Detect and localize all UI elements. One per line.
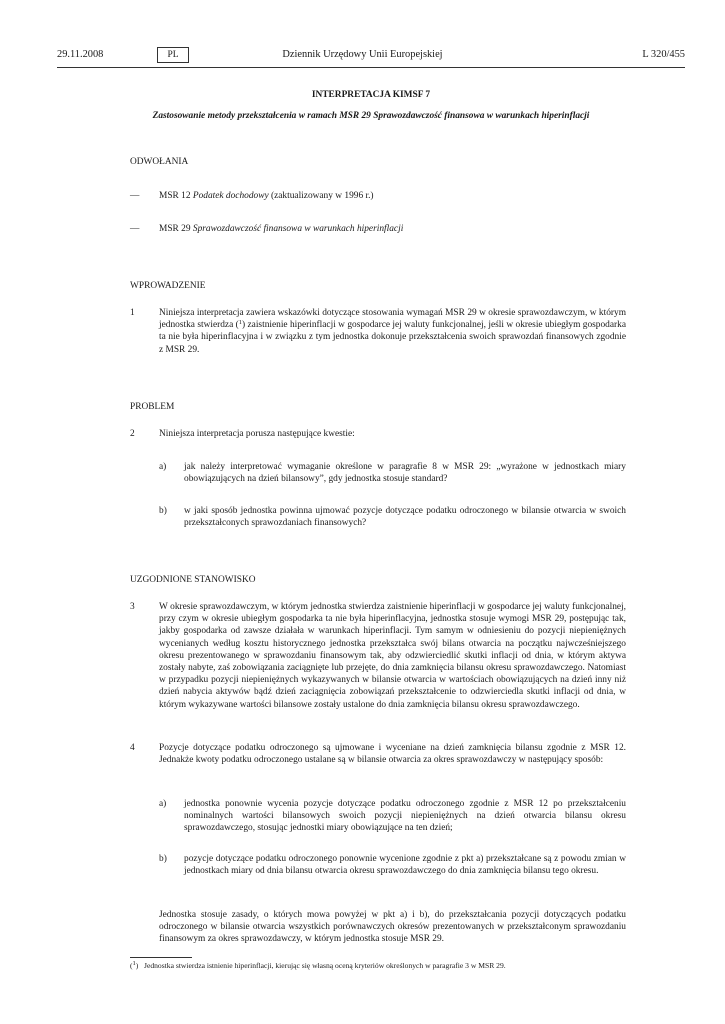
paragraph-number: 3 <box>130 602 135 612</box>
reference-dash: — <box>130 191 140 201</box>
list-item: w jaki sposób jednostka powinna ujmować pozycje dotyczące podatku odroczonego w bilansie otwarcia w swoich przekształconych sprawozdaniach finansowych? <box>184 506 626 529</box>
document-title: INTERPRETACJA KIMSF 7 <box>311 90 431 100</box>
footnote-mark: 1 <box>132 960 136 967</box>
page-reference: L 320/455 <box>642 49 685 60</box>
reference-dash: — <box>130 224 140 234</box>
list-label: a) <box>159 799 167 809</box>
section-heading-references: ODWOŁANIA <box>130 157 189 167</box>
footnote-reference: 1 <box>238 319 242 327</box>
paragraph-1: Niniejsza interpretacja zawiera wskazówki dotyczące stosowania wymagań MSR 29 w okresie sprawozdawczym, w którym jednostka stwierdza ($^1$) zaistnienie hiperinflacji w gospodarce jej waluty funkcjonalnej, jeśli w okresie ubiegłym gospodarka ta nie była hiperinflacyjna i w związku z tym jednostka dokonuje przekształcenia swoich sprawozdań finansowych zgodnie z MSR 29. <box>159 308 626 355</box>
footnote-rule <box>130 957 192 958</box>
language-code-box: PL <box>157 47 189 63</box>
section-heading-problem: PROBLEM <box>130 402 175 412</box>
list-label: b) <box>159 854 167 864</box>
paragraph-number: 1 <box>130 308 135 318</box>
footnote: (1) Jednostka stwierdza istnienie hiperinflacji, kierując się własną oceną kryteriów określonych w paragrafie 3 w MSR 29. <box>130 960 506 970</box>
paragraph-2: Niniejsza interpretacja porusza następujące kwestie: <box>159 429 355 439</box>
paragraph-3: W okresie sprawozdawczym, w którym jednostka stwierdza zaistnienie hiperinflacji w gospodarce jej waluty funkcjonalnej, przy czym w okresie ubiegłym gospodarka ta nie była hiperinflacyjna, jednostka stosuje wymogi MSR 29, postępując tak, jakby gospodarka od zawsze działała w warunkach hiperinflacji. Tym samym w odniesieniu do pozycji niepieniężnych wycenianych według kosztu historycznego jednostka przekształca swój bilans otwarcia na początku najwcześniejszego okresu prezentowanego w sprawozdaniu finansowym tak, aby odzwierciedlić skutki inflacji od dnia, w którym aktywa zostały nabyte, zaś zobowiązania zaciągnięte lub przejęte, do dnia zamknięcia bilansu okresu sprawozdawczego. Natomiast w przypadku pozycji niepieniężnych wykazywanych w bilansie otwarcia w wartościach obowiązujących na dzień inny niż dzień nabycia aktywów bądź dzień zaciągnięcia zobowiązań przekształcenie to odzwierciedla skutki inflacji od dnia, w którym wykazywane wartości bilansowe zostały ustalone do dnia zamknięcia bilansu okresu sprawozdawczego. <box>159 602 626 710</box>
list-item: pozycje dotyczące podatku odroczonego ponownie wycenione zgodnie z pkt a) przekształcane są z powodu zmian w jednostkach miary od dnia bilansu otwarcia okresu sprawozdawczego do dnia zamknięcia bilansu tego okresu. <box>184 854 626 877</box>
publication-date: 29.11.2008 <box>57 49 104 60</box>
list-item: jednostka ponownie wycenia pozycje dotyczące podatku odroczonego zgodnie z MSR 12 po przekształceniu nominalnych wartości bilansowych swoich pozycji niepieniężnych na dzień otwarcia bilansu okresu sprawozdawczego, stosując jednostki miary obowiązujące na ten dzień; <box>184 799 626 834</box>
list-item: jak należy interpretować wymaganie określone w paragrafie 8 w MSR 29: „wyrażone w jednostkach miary obowiązujących na dzień bilansowy”, gdy jednostka stosuje standard? <box>184 462 626 485</box>
section-heading-introduction: WPROWADZENIE <box>130 281 206 291</box>
paragraph-number: 4 <box>130 743 135 753</box>
journal-title: Dziennik Urzędowy Unii Europejskiej <box>282 49 443 60</box>
header-rule <box>57 67 685 68</box>
reference-item: MSR 29 Sprawozdawczość finansowa w warunkach hiperinflacji <box>159 224 404 234</box>
section-heading-consensus: UZGODNIONE STANOWISKO <box>130 575 256 585</box>
closing-paragraph: Jednostka stosuje zasady, o których mowa powyżej w pkt a) i b), do przekształcania pozycji dotyczących podatku odroczonego w bilansie otwarcia wszystkich porównawczych okresów prezentowanych w przekształconym sprawozdaniu finansowym za okres sprawozdawczy, w którym jednostka stosuje MSR 29. <box>159 910 626 945</box>
document-subtitle: Zastosowanie metody przekształcenia w ramach MSR 29 Sprawozdawczość finansowa w warunkach hiperinflacji <box>152 111 590 121</box>
paragraph-4: Pozycje dotyczące podatku odroczonego są ujmowane i wyceniane na dzień zamknięcia bilansu zgodnie z MSR 12. Jednakże kwoty podatku odroczonego ustalane są w bilansie otwarcia za okres sprawozdawczy w następujący sposób: <box>159 743 626 766</box>
reference-item: MSR 12 Podatek dochodowy (zaktualizowany w 1996 r.) <box>159 191 374 201</box>
list-label: b) <box>159 506 167 516</box>
paragraph-number: 2 <box>130 429 135 439</box>
list-label: a) <box>159 462 167 472</box>
